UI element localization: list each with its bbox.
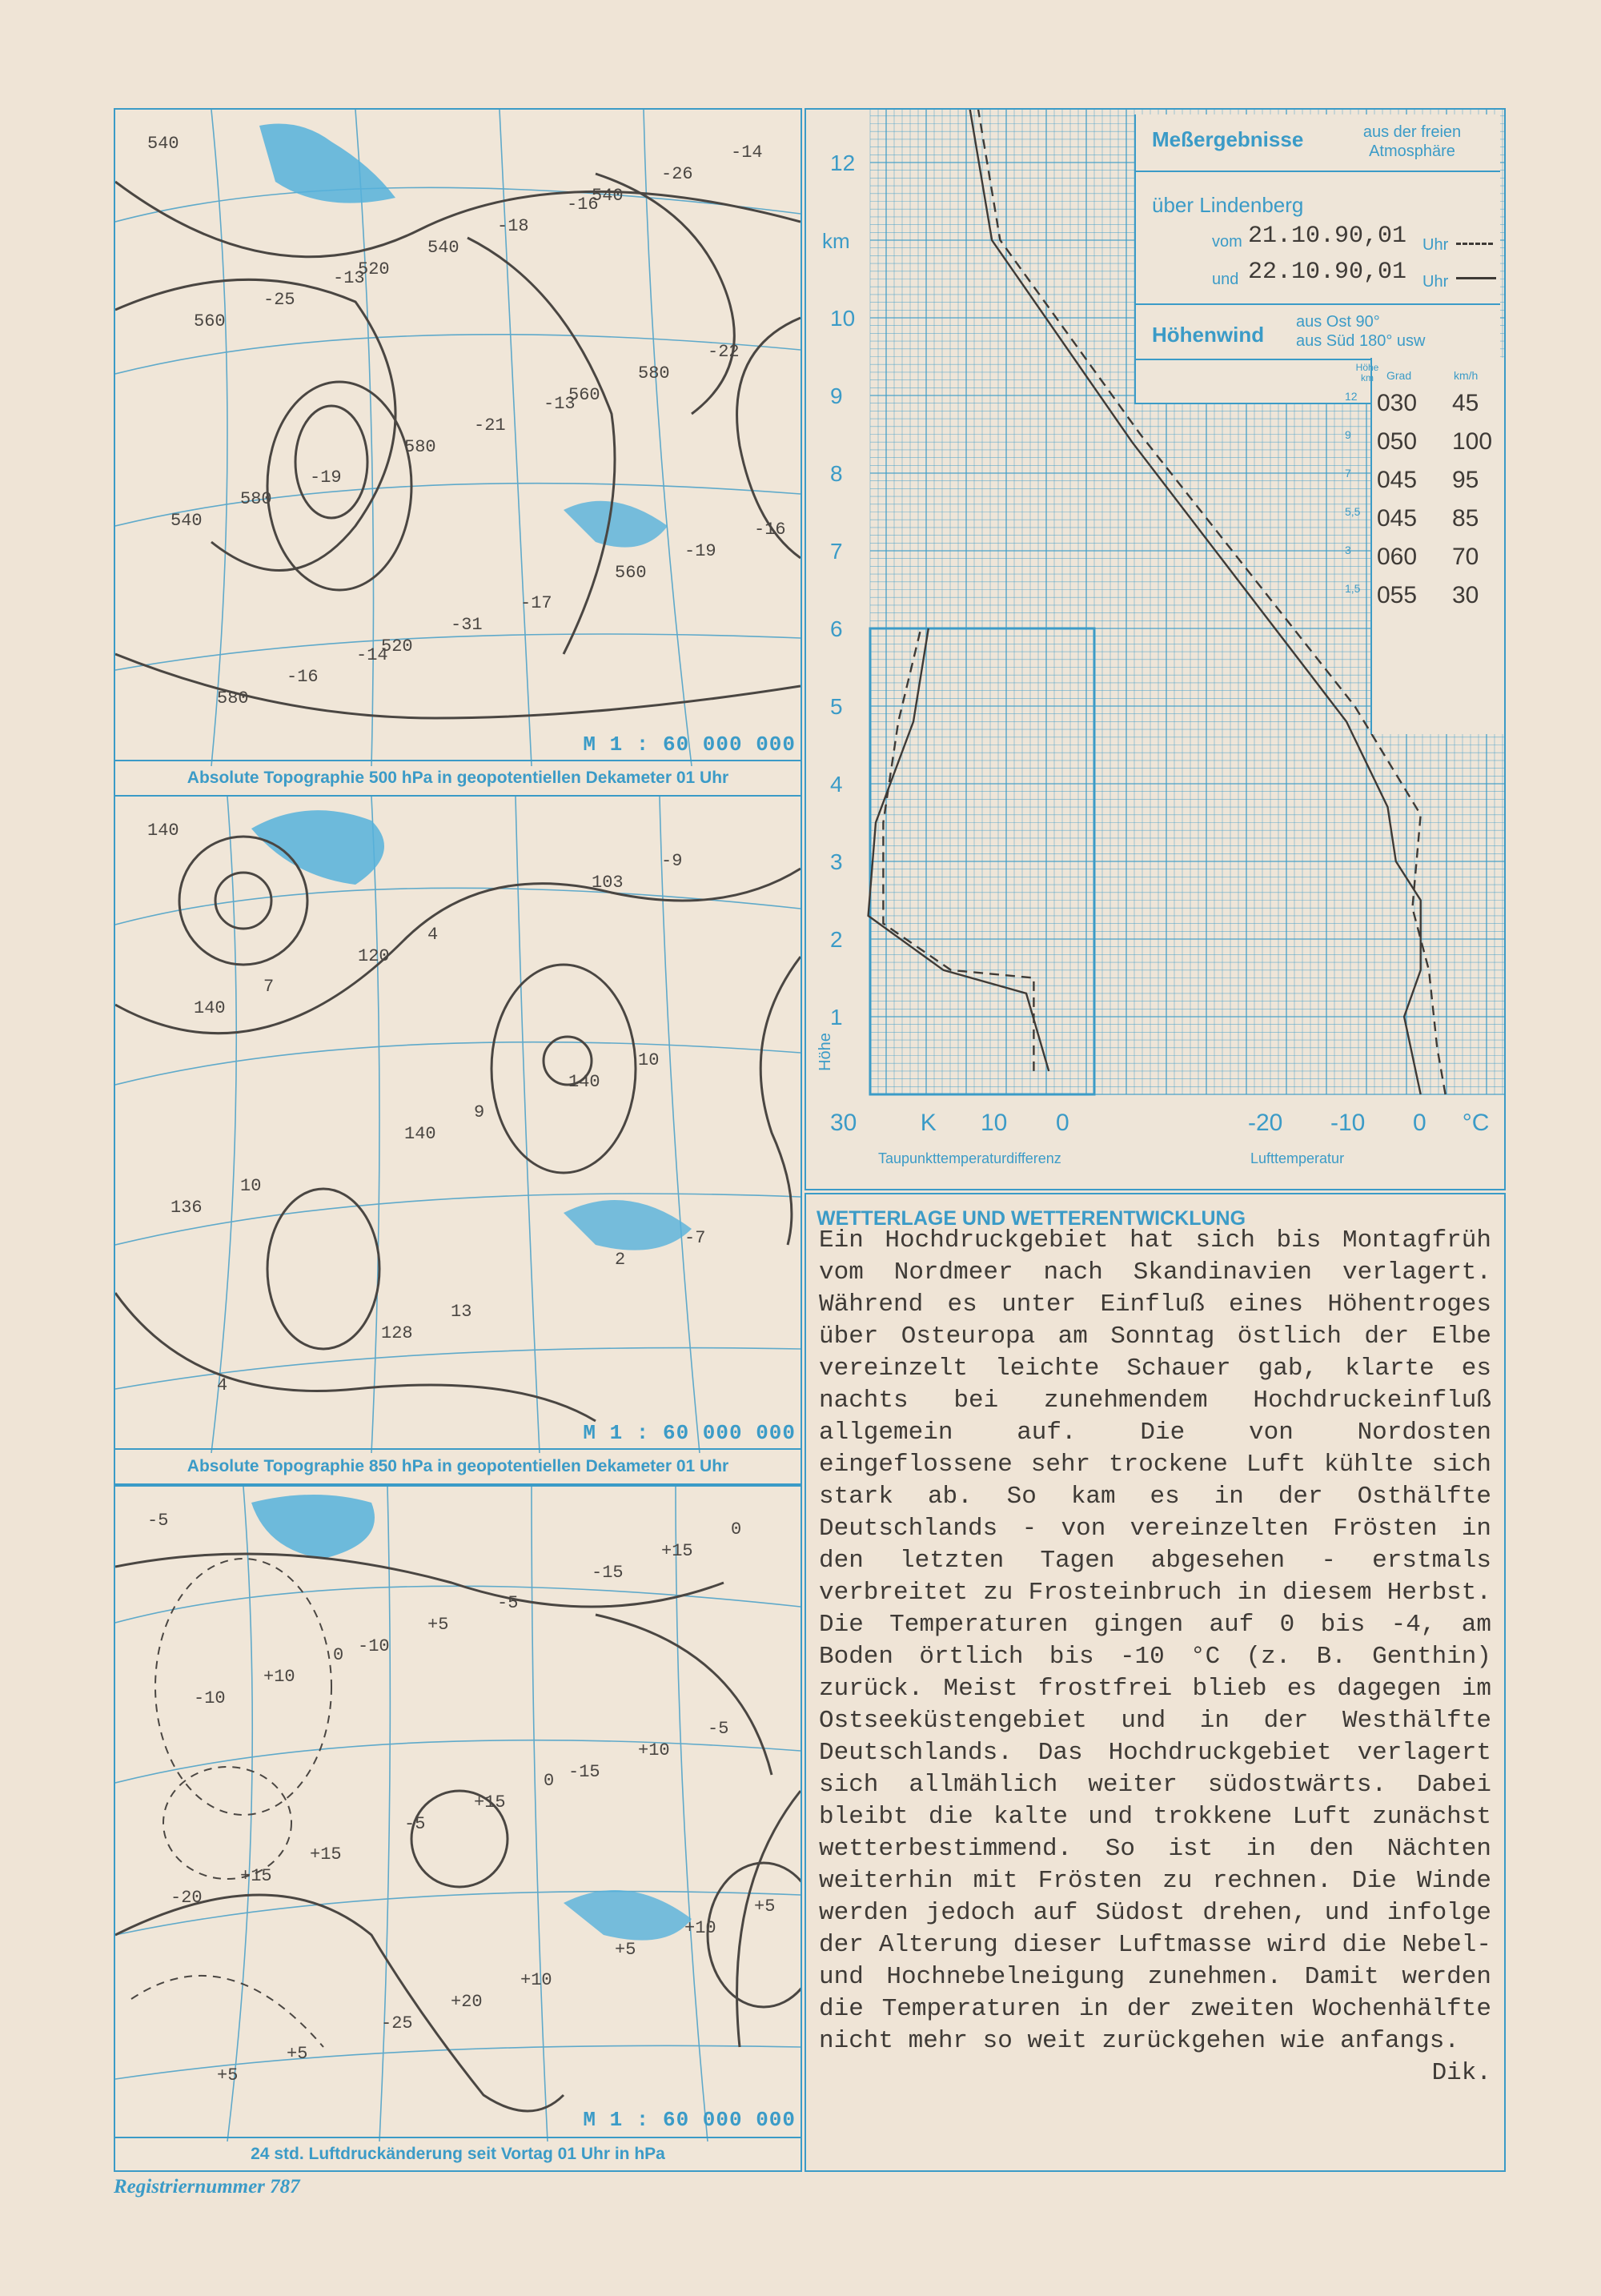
hoehenwind-label: Höhenwind <box>1152 323 1265 347</box>
wind-header-grad: Grad <box>1386 369 1412 382</box>
map-isoline-label: 520 <box>358 259 390 279</box>
map-isoline-label: -5 <box>708 1719 729 1739</box>
map-isoline-label: 128 <box>381 1323 413 1343</box>
dewpoint-tick-label: 30 <box>830 1110 857 1136</box>
wind-note-2: aus Süd 180° usw <box>1296 332 1426 350</box>
wind-row-speed: 100 <box>1452 428 1493 455</box>
wind-row-speed: 30 <box>1452 582 1479 608</box>
y-tick-label: 6 <box>830 616 843 641</box>
map-isoline-label: 0 <box>731 1519 742 1539</box>
wind-row-height: 9 <box>1345 428 1351 441</box>
und-label: und <box>1212 271 1239 288</box>
sounding-divider-1 <box>1136 171 1500 172</box>
map-isoline-label: -5 <box>147 1511 169 1531</box>
wind-table <box>1345 358 1505 734</box>
map-isoline-label: +15 <box>474 1792 506 1812</box>
wind-row-height: 1,5 <box>1345 582 1361 595</box>
wind-row-direction: 045 <box>1377 505 1418 532</box>
map-500hpa <box>114 108 802 797</box>
map-isoline-label: 560 <box>568 385 600 405</box>
wind-row-height: 5,5 <box>1345 505 1361 518</box>
map-isoline-label: -10 <box>194 1688 226 1708</box>
map-pressure-change-caption: 24 std. Luftdruckänderung seit Vortag 01 Uhr in hPa <box>115 2137 800 2170</box>
y-tick-label: 12 <box>830 151 856 175</box>
y-tick-label: 4 <box>830 772 843 797</box>
map-pressure-change <box>114 1485 802 2172</box>
sounding-title: Meßergebnisse <box>1152 127 1304 151</box>
map-isoline-label: -20 <box>171 1888 203 1908</box>
map-isoline-label: -5 <box>497 1593 519 1613</box>
map-850hpa-scale: M 1 : 60 000 000 <box>583 1421 796 1445</box>
map-isoline-label: 580 <box>217 688 249 708</box>
temp-tick-label: -10 <box>1330 1110 1366 1136</box>
registry-number: Registriernummer 787 <box>114 2176 300 2198</box>
map-isoline-label: -13 <box>333 268 365 288</box>
sounding-subtitle: aus der freien Atmosphäre <box>1362 123 1462 160</box>
sounding-panel <box>805 108 1506 1190</box>
map-isoline-label: -7 <box>684 1228 706 1248</box>
y-tick-label: 10 <box>830 306 856 331</box>
map-isoline-label: 580 <box>638 363 670 383</box>
map-isoline-label: 580 <box>240 489 272 509</box>
map-isoline-label: -15 <box>568 1762 600 1782</box>
dewpoint-curve <box>883 628 1033 1071</box>
map-isoline-label: 10 <box>638 1050 660 1070</box>
map-isoline-label: 540 <box>427 238 459 258</box>
map-isoline-label: +5 <box>427 1615 449 1635</box>
wind-header-kmh: km/h <box>1454 369 1479 382</box>
map-isoline-label: 560 <box>194 311 226 331</box>
map-isoline-label: +10 <box>263 1667 295 1687</box>
map-isoline-label: +20 <box>451 1992 483 2012</box>
map-isoline-label: -13 <box>544 394 576 414</box>
km-label: km <box>822 229 850 253</box>
map-isoline-label: +10 <box>520 1970 552 1990</box>
map-isoline-label: -19 <box>684 541 716 561</box>
map-isoline-label: -26 <box>661 164 693 184</box>
map-isoline-label: 136 <box>171 1198 203 1218</box>
y-tick-label: 3 <box>830 849 843 874</box>
map-isoline-label: 540 <box>171 511 203 531</box>
wind-row-height: 7 <box>1345 467 1351 480</box>
map-isoline-label: 140 <box>404 1124 436 1144</box>
wind-row-speed: 95 <box>1452 467 1479 493</box>
map-isoline-label: -15 <box>592 1563 624 1583</box>
map-isoline-label: +5 <box>615 1940 636 1960</box>
wind-header-hoehe: Höhe km <box>1355 362 1379 383</box>
map-850hpa-caption: Absolute Topographie 850 hPa in geopotentiellen Dekameter 01 Uhr <box>115 1448 800 1483</box>
map-isoline-label: -21 <box>474 415 506 436</box>
axis-margin <box>806 1096 1504 1189</box>
date1: 21.10.90,01 <box>1248 223 1407 250</box>
map-isoline-label: 540 <box>592 186 624 206</box>
map-isoline-label: 0 <box>333 1645 344 1665</box>
wind-row-speed: 70 <box>1452 544 1479 570</box>
map-isoline-label: -25 <box>263 290 295 310</box>
vom-label: vom <box>1212 233 1242 251</box>
map-isoline-label: -16 <box>567 195 599 215</box>
map-isoline-label: -16 <box>754 520 786 540</box>
map-isoline-label: 0 <box>544 1771 555 1791</box>
map-isoline-label: 9 <box>474 1102 485 1122</box>
map-isoline-label: 580 <box>404 437 436 457</box>
sounding-divider-2 <box>1136 303 1500 305</box>
y-tick-label: 7 <box>830 539 843 564</box>
uhr-label-2: Uhr <box>1422 273 1449 291</box>
map-isoline-label: -17 <box>520 593 552 613</box>
legend-dashed-line <box>1456 243 1493 245</box>
map-500hpa-scale: M 1 : 60 000 000 <box>583 733 796 757</box>
map-isoline-label: -16 <box>287 667 319 687</box>
map-isoline-label: 2 <box>615 1250 626 1270</box>
map-isoline-label: 540 <box>147 134 179 154</box>
map-isoline-label: 7 <box>263 977 275 997</box>
dewpoint-tick-label: 0 <box>1056 1110 1069 1136</box>
weather-text <box>819 1225 1491 2089</box>
y-tick-label: 1 <box>830 1005 843 1030</box>
hoehe-label: Höhe <box>817 1033 834 1071</box>
wind-row-speed: 45 <box>1452 390 1479 416</box>
map-isoline-label: +15 <box>661 1541 693 1561</box>
map-isoline-label: 560 <box>615 563 647 583</box>
map-isoline-label: -19 <box>310 468 342 488</box>
wind-row-direction: 060 <box>1377 544 1418 570</box>
map-isoline-label: +10 <box>638 1740 670 1760</box>
dewpoint-tick-label: K <box>920 1110 937 1136</box>
y-tick-label: 2 <box>830 927 843 952</box>
map-isoline-label: -9 <box>661 851 683 871</box>
wind-note-1: aus Ost 90° <box>1296 313 1380 331</box>
map-isoline-label: +5 <box>217 2065 239 2085</box>
map-isoline-label: 4 <box>427 925 439 945</box>
map-isoline-label: +10 <box>684 1918 716 1938</box>
map-isoline-label: -25 <box>381 2013 413 2033</box>
temp-tick-label: 0 <box>1413 1110 1426 1136</box>
wind-row-direction: 030 <box>1377 390 1418 416</box>
text-heading: WETTERLAGE UND WETTERENTWICKLUNG <box>817 1207 1246 1230</box>
temp-tick-label: -20 <box>1248 1110 1283 1136</box>
uhr-label-1: Uhr <box>1422 236 1449 254</box>
temp-tick-label: °C <box>1462 1110 1490 1136</box>
wind-row-direction: 050 <box>1377 428 1418 455</box>
map-isoline-label: 4 <box>217 1375 228 1395</box>
y-tick-label: 9 <box>830 383 843 408</box>
wind-row-direction: 055 <box>1377 582 1418 608</box>
map-500hpa-chart <box>115 110 800 766</box>
weather-text-body: Ein Hochdruckgebiet hat sich bis Montagfrüh vom Nordmeer nach Skandinavien verlagert. Während es unter Einfluß eines Höhentroges über Osteuropa am Sonntag östlich der Elbe vereinzelt leichte Schauer gab, klarte es nachts bei zunehmendem Hochdruckeinfluß allgemein auf. Die von Nordosten eingeflossene sehr trockene Luft kühlte sich stark ab. So kam es in der Osthälfte Deutschlands - von vereinzelten Frösten in den letzten Tagen abgesehen - erstmals verbreitet zu Frosteinbruch in diesem Herbst. Die Temperaturen gingen auf 0 bis -4, am Boden örtlich bis -10 °C (z. B. Genthin) zurück. Meist frostfrei blieb es dagegen im Ostseeküstengebiet und in der Westhälfte Deutschlands. Das Hochdruckgebiet verlagert sich allmählich weiter südostwärts. Dabei bleibt die kalte und trokkene Luft zunächst wetterbestimmend. So ist in den Nächten weiterhin mit Frösten zu rechnen. Die Winde werden jedoch auf Südost drehen, und infolge der Alterung dieser Luftmasse wird die Nebel- und Hochnebelneigung zunehmen. Damit werden die Temperaturen in der zweiten Wochenhälfte nicht mehr so weit zurückgehen wie anfangs. <box>819 1226 1491 2055</box>
map-isoline-label: +5 <box>287 2044 308 2064</box>
map-500hpa-caption: Absolute Topographie 500 hPa in geopotentiellen Dekameter 01 Uhr <box>115 760 800 795</box>
map-pressure-change-scale: M 1 : 60 000 000 <box>583 2108 796 2132</box>
map-isoline-label: 13 <box>451 1302 472 1322</box>
map-isoline-label: 140 <box>194 998 226 1018</box>
map-isoline-label: +15 <box>310 1844 342 1864</box>
map-isoline-label: -31 <box>451 615 483 635</box>
y-tick-label: 5 <box>830 694 843 719</box>
wind-row-height: 3 <box>1345 544 1351 556</box>
temperature-axis-label: Lufttemperatur <box>1250 1150 1345 1166</box>
map-isoline-label: -5 <box>404 1814 426 1834</box>
map-isoline-label: 140 <box>147 821 179 841</box>
wind-row-direction: 045 <box>1377 467 1418 493</box>
map-isoline-label: -18 <box>497 216 529 236</box>
dewpoint-axis-label: Taupunkttemperaturdifferenz <box>878 1150 1061 1166</box>
map-isoline-label: +5 <box>754 1897 776 1917</box>
wind-row-height: 12 <box>1345 390 1358 403</box>
station-label: über Lindenberg <box>1152 193 1304 217</box>
map-isoline-label: 520 <box>381 636 413 656</box>
signature: Dik. <box>1431 2059 1491 2087</box>
map-850hpa-chart <box>115 797 800 1453</box>
dewpoint-tick-label: 10 <box>981 1110 1008 1136</box>
map-isoline-label: 120 <box>358 946 390 966</box>
y-tick-label: 8 <box>830 461 843 486</box>
map-isoline-label: 140 <box>568 1072 600 1092</box>
map-isoline-label: +15 <box>240 1866 272 1886</box>
wind-row-speed: 85 <box>1452 505 1479 532</box>
map-isoline-label: -10 <box>358 1636 390 1656</box>
dewpoint-curve <box>869 628 1049 1071</box>
map-isoline-label: -14 <box>356 645 388 665</box>
map-850hpa <box>114 795 802 1485</box>
map-isoline-label: -22 <box>708 342 740 362</box>
map-isoline-label: 10 <box>240 1176 262 1196</box>
map-isoline-label: -14 <box>731 142 763 163</box>
date2: 22.10.90,01 <box>1248 259 1407 286</box>
map-isoline-label: 103 <box>592 873 624 893</box>
map-pressure-change-chart <box>115 1487 800 2141</box>
legend-solid-line <box>1456 277 1496 279</box>
